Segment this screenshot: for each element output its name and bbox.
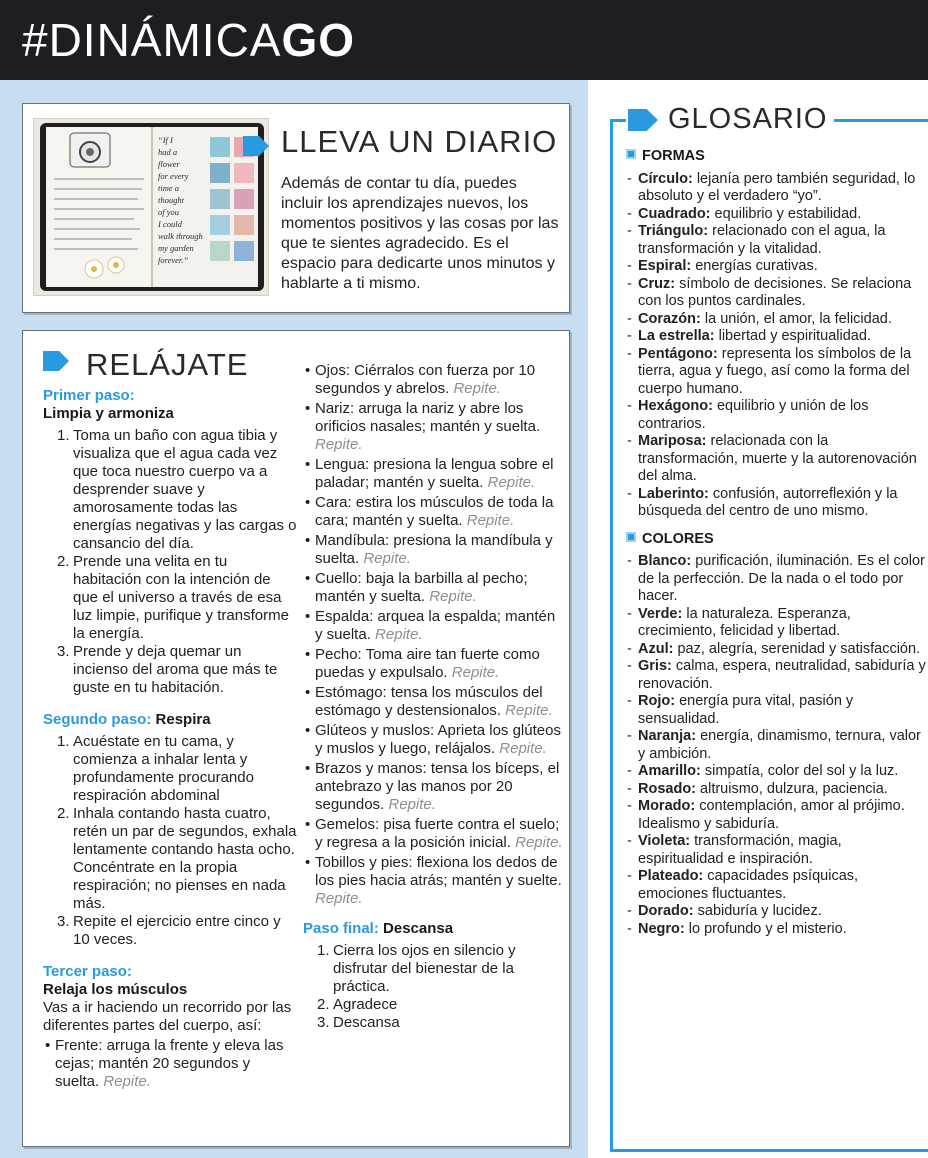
glossary-term: La estrella: [638, 328, 715, 344]
photo-line: flower [158, 159, 180, 169]
glossary-definition: la unión, el amor, la felicidad. [704, 310, 892, 327]
list-item: • Frente: arruga la frente y eleva las cejas; mantén 20 segundos y suelta. Repite. [43, 1037, 298, 1091]
list-item: 3. Prende y deja quemar un incienso del aroma que más te guste en tu habitación. [57, 643, 278, 696]
title-bold: GO [281, 14, 356, 66]
glossary-heading: GLOSARIO [668, 103, 834, 136]
glossary-entry [626, 328, 926, 346]
glossary-entry [626, 868, 926, 903]
photo-line: my garden [158, 243, 194, 253]
list-item: • Cuello: baja la barbilla al pecho; mantén y suelta. Repite. [303, 570, 565, 606]
photo-line: walk through [158, 231, 203, 241]
list-item: 1. Toma un baño con agua tibia y visualiza que el agua cada vez que toca nuestro cuerpo va a desprender suave y amorosamente todas las energías negativas y las cargas o cansancio del día. [57, 427, 297, 552]
relax-box [22, 330, 570, 1147]
title-light: #DINÁMICA [22, 14, 282, 66]
photo-line: time a [158, 183, 180, 193]
glossary-term: Pentágono: [638, 345, 718, 362]
photo-line: of you [158, 207, 180, 217]
glossary-term: Corazón: [638, 310, 701, 327]
list-item: 3. Descansa [317, 1014, 400, 1031]
list-item: 2. Inhala contando hasta cuatro, retén un par de segundos, exhala lentamente contando hasta ocho. Concéntrate en la propia respiración; no pienses en nada más. [57, 805, 297, 912]
glossary-definition: símbolo de decisiones. Se relaciona con los puntos cardinales. [638, 275, 912, 309]
glossary-term: Verde: [638, 605, 683, 622]
list-item: • Glúteos y muslos: Aprieta los glúteos y muslos y luego, relájalos. Repite. [303, 722, 565, 758]
relax-column-left [43, 387, 298, 1093]
glossary-term: Hexágono: [638, 398, 713, 414]
glossary-rule-right [832, 119, 928, 122]
list-item: 1. Cierra los ojos en silencio y disfrutar del bienestar de la práctica. [317, 942, 516, 995]
glossary-entry [626, 433, 926, 486]
glossary-term: Círculo: [638, 170, 693, 187]
glossary-entry [626, 171, 926, 206]
glossary-term: Negro: [638, 920, 685, 937]
square-bullet-icon [626, 149, 636, 159]
glossary-definition: relacionado con el agua, la transformación y la vitalidad. [638, 223, 886, 257]
arrow-icon [43, 351, 69, 371]
formas-heading: FORMAS [626, 148, 926, 166]
magazine-title [22, 14, 355, 66]
list-item: • Pecho: Toma aire tan fuerte como puedas y expulsalo. Repite. [303, 646, 565, 682]
glossary-entry [626, 798, 926, 833]
glossary-entry [626, 763, 926, 781]
glossary-definition: sabiduría y lucidez. [697, 903, 822, 919]
glossary-definition: equilibrio y unión de los contrarios. [638, 398, 869, 432]
glossary-definition: energías curativas. [695, 258, 818, 274]
glossary-definition: calma, espera, neutralidad, sabiduría y renovación. [638, 658, 926, 692]
glossary-term: Rosado: [638, 780, 696, 797]
formas-list [626, 171, 926, 521]
glossary-entry [626, 553, 926, 606]
glossary-entry [626, 903, 926, 921]
muscle-list-continued [303, 362, 565, 908]
glossary-definition: representa los símbolos de la tierra, agua y fuego, así como la forma del cuerpo humano. [638, 345, 912, 397]
step3-title: Relaja los músculos [43, 981, 188, 998]
glossary-entry [626, 276, 926, 311]
step1-title: Limpia y armoniza [43, 405, 174, 422]
glossary-entry [626, 693, 926, 728]
list-item: • Ojos: Ciérralos con fuerza por 10 segundos y abrelos. Repite. [303, 362, 565, 398]
glossary-entry [626, 606, 926, 641]
glossary-term: Plateado: [638, 868, 704, 884]
header-bar [0, 0, 928, 80]
glossary-entry [626, 311, 926, 329]
list-item: • Estómago: tensa los músculos del estómago y destensionalos. Repite. [303, 684, 565, 720]
relax-heading: RELÁJATE [86, 347, 249, 382]
glossary-term: Morado: [638, 798, 696, 814]
photo-line: I could [158, 219, 182, 229]
journal-photo [33, 118, 269, 296]
step3-label: Tercer paso: [43, 963, 132, 980]
glossary-term: Cuadrado: [638, 205, 711, 222]
glossary-definition: lo profundo y el misterio. [688, 920, 847, 937]
list-item: • Mandíbula: presiona la mandíbula y suelta. Repite. [303, 532, 565, 568]
diary-body: Además de contar tu día, puedes incluir los aprendizajes nuevos, los momentos positivos y las cosas por las que te sientes agradecido. Es el espacio para dedicarte unos minutos y hablarte a ti mismo. [281, 175, 559, 292]
list-item: 2. Agradece [317, 996, 398, 1013]
list-item: • Espalda: arquea la espalda; mantén y suelta. Repite. [303, 608, 565, 644]
glossary-definition: confusión, autorreflexión y la búsqueda del centro de uno mismo. [638, 485, 898, 519]
list-item: 3. Repite el ejercicio entre cinco y 10 veces. [57, 913, 281, 948]
glossary-entry [626, 641, 926, 659]
glossary-term: Dorado: [638, 903, 694, 919]
glossary-definition: altruismo, dulzura, paciencia. [700, 780, 888, 797]
glossary-term: Cruz: [638, 275, 676, 292]
glossary-entry [626, 398, 926, 433]
glossary-entry [626, 258, 926, 276]
photo-line: had a [158, 147, 178, 157]
glossary-entry [626, 921, 926, 939]
glossary-term: Mariposa: [638, 433, 707, 449]
glossary-term: Azul: [638, 640, 674, 657]
glossary-entry [626, 781, 926, 799]
glossary-definition: contemplación, amor al prójimo. Idealismo y sabiduría. [638, 798, 905, 832]
glossary-entry [626, 833, 926, 868]
glossary-term: Amarillo: [638, 763, 701, 779]
list-item: • Nariz: arruga la nariz y abre los orificios nasales; mantén y suelta. Repite. [303, 400, 565, 454]
glossary-term: Triángulo: [638, 223, 709, 239]
colores-list [626, 553, 926, 938]
glossary-definition: capacidades psíquicas, emociones fluctuantes. [638, 868, 859, 902]
square-bullet-icon [626, 532, 636, 542]
glossary-definition: lejanía pero también seguridad, lo absoluto y el verdadero “yo”. [638, 170, 916, 204]
photo-line: “If I [158, 135, 173, 145]
glossary-content [626, 146, 926, 938]
journal-illustration [34, 119, 269, 296]
glossary-term: Espiral: [638, 258, 692, 274]
glossary-definition: libertad y espiritualidad. [718, 328, 871, 344]
glossary-term: Gris: [638, 658, 672, 674]
photo-line: for every [158, 171, 189, 181]
list-item: • Gemelos: pisa fuerte contra el suelo; y regresa a la posición inicial. Repite. [303, 816, 565, 852]
glossary-term: Violeta: [638, 833, 691, 849]
glossary-entry [626, 486, 926, 521]
glossary-term: Laberinto: [638, 485, 709, 502]
glossary-entry [626, 223, 926, 258]
photo-line: thought [158, 195, 184, 205]
list-item: • Lengua: presiona la lengua sobre el paladar; mantén y suelta. Repite. [303, 456, 565, 492]
step2-list [57, 733, 298, 949]
step1-list [57, 427, 298, 697]
glossary-definition: energía pura vital, pasión y sensualidad. [638, 693, 854, 727]
step1-label: Primer paso: [43, 387, 135, 404]
glossary-definition: energía, dinamismo, ternura, valor y ambición. [638, 728, 921, 762]
glossary-term: Rojo: [638, 693, 676, 709]
diary-box [22, 103, 570, 313]
glossary-definition: relacionada con la transformación, muerte y la autorenovación del alma. [638, 433, 917, 484]
final-list [317, 942, 565, 1032]
step3-intro: Vas a ir haciendo un recorrido por las diferentes partes del cuerpo, así: [43, 999, 292, 1034]
list-item: • Brazos y manos: tensa los bíceps, el antebrazo y las manos por 20 segundos. Repite. [303, 760, 565, 814]
muscle-list [43, 1037, 298, 1091]
diary-heading: LLEVA UN DIARIO [281, 124, 558, 159]
glossary-entry [626, 658, 926, 693]
colores-heading: COLORES [626, 531, 926, 549]
list-item: 1. Acuéstate en tu cama, y comienza a inhalar lenta y profundamente procurando respiración abdominal [57, 733, 254, 804]
glossary-rule-left [610, 119, 626, 122]
glossary-definition: equilibrio y estabilidad. [714, 205, 862, 222]
step2-heading: Segundo paso: Respira [43, 711, 211, 728]
glossary-definition: paz, alegría, serenidad y satisfacción. [677, 640, 921, 657]
list-item: 2. Prende una velita en tu habitación con la intención de que el universo a través de esa luz limpie, purifique y transforme la energía. [57, 553, 289, 642]
glossary-term: Naranja: [638, 728, 697, 744]
glossary-entry [626, 728, 926, 763]
glossary-entry [626, 206, 926, 224]
glossary-entry [626, 346, 926, 399]
glossary-definition: purificación, iluminación. Es el color de la perfección. De la nada o el todo por hacer. [638, 553, 925, 604]
glossary-panel [610, 103, 928, 1152]
relax-column-right [303, 362, 565, 1032]
glossary-definition: transformación, magia, espiritualidad e inspiración. [638, 833, 842, 867]
photo-line: forever.” [158, 255, 189, 265]
glossary-definition: la naturaleza. Esperanza, crecimiento, felicidad y libertad. [638, 605, 851, 639]
glossary-definition: simpatía, color del sol y la luz. [704, 763, 899, 779]
list-item: • Tobillos y pies: flexiona los dedos de los pies hacia atrás; mantén y suelte. Repite. [303, 854, 565, 908]
glossary-term: Blanco: [638, 553, 692, 569]
final-step-heading: Paso final: Descansa [303, 920, 454, 937]
list-item: • Cara: estira los músculos de toda la cara; mantén y suelta. Repite. [303, 494, 565, 530]
